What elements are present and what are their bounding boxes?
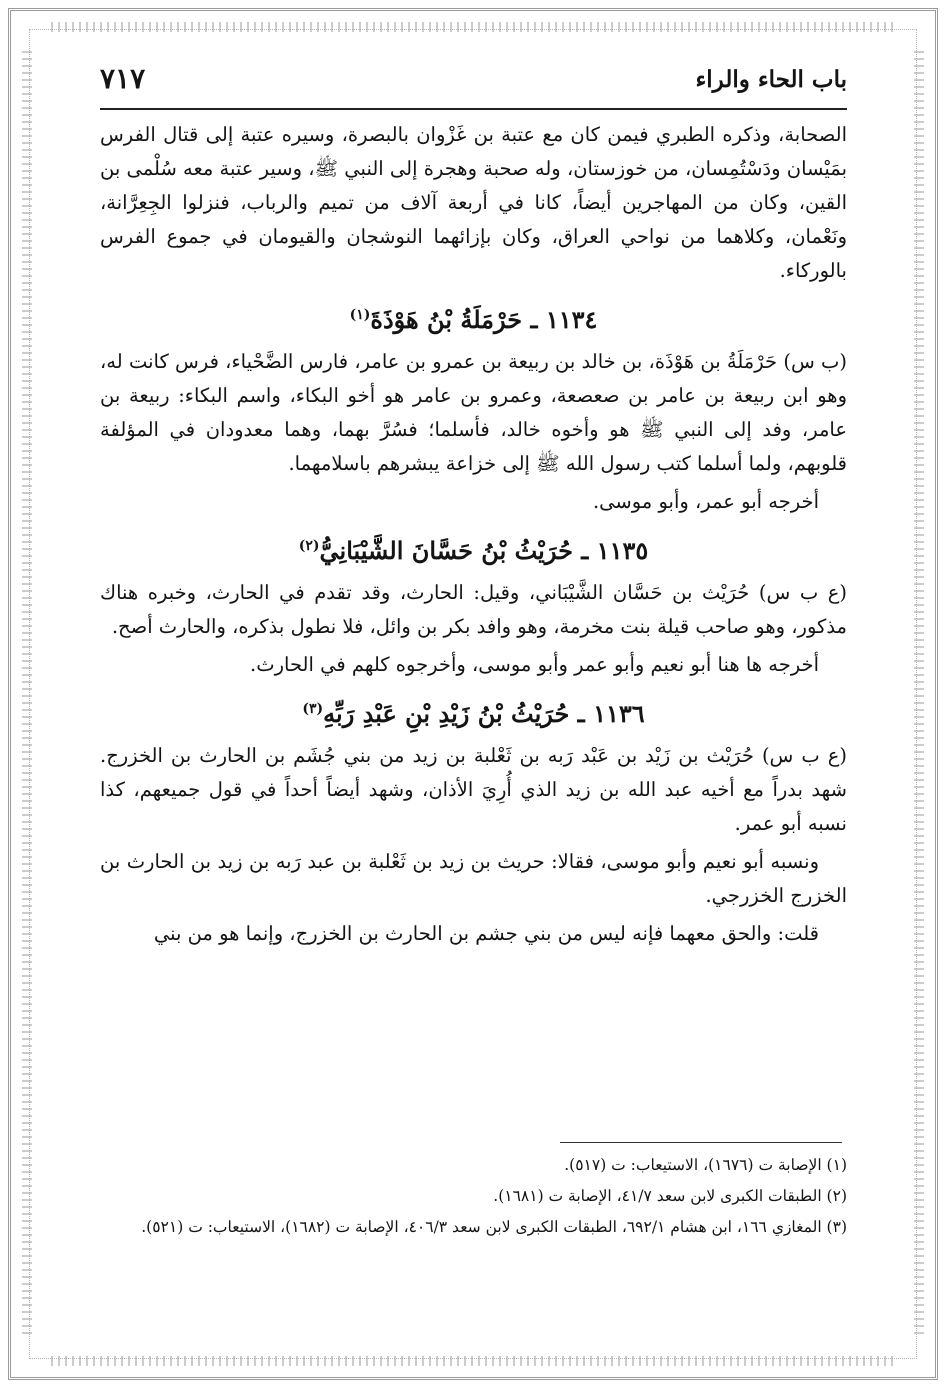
running-title: باب الحاء والراء <box>695 66 847 93</box>
footnote-divider <box>560 1142 842 1143</box>
ornament-right <box>914 51 924 1337</box>
page-number: ٧١٧ <box>100 62 146 95</box>
entry-1136-paragraph-2: ونسبه أبو نعيم وأبو موسى، فقالا: حريث بن زيد بن ثَعْلبة بن عبد رَبه بن زيد بن الحارث بن الخزرج الخزرجي. <box>100 850 847 907</box>
entry-1135-paragraph-2: أخرجه ها هنا أبو نعيم وأبو عمر وأبو موسى، وأخرجوه كلهم في الحارث. <box>250 653 819 676</box>
entry-1134-paragraph-1: (ب س) حَرْمَلَةُ بن هَوْذَة، بن خالد بن ربيعة بن عمرو بن عامر، فارس الضَّحْياء، فرس كانت له، وهو ابن ربيعة بن عامر بن صعصعة، وعمرو بن عامر هو أخو البكاء، واسم البكاء: ربيعة بن عامر، وفد إلى النبي ﷺ هو وأخوه خالد، فأسلما؛ فسُرَّ بهما، وهما معدودان في المؤلفة قلوبهم، ولما أسلما كتب رسول الله ﷺ إلى خزاعة يبشرهم باسلامهما. <box>100 350 847 475</box>
ornament-top <box>51 22 895 32</box>
entry-title: ١١٣٦ ـ حُرَيْثُ بْنُ زَيْدِ بْنِ عَبْدِ رَبِّهِ <box>323 699 645 728</box>
footnote-mark: (٢) <box>298 538 320 554</box>
footnote-1: (١) الإصابة ت (١٦٧٦)، الاستيعاب: ت (٥١٧). <box>564 1156 847 1174</box>
ornament-left <box>22 51 32 1337</box>
intro-paragraph: الصحابة، وذكره الطبري فيمن كان مع عتبة بن غَزْوان بالبصرة، وسيره عتبة إلى قتال الفرس بمَيْسان ودَسْتُمِسان، من خوزستان، وله صحبة وهجرة إلى النبي ﷺ، وسير عتبة معه سُلْمى بن القين، وكان من المهاجرين أيضاً، كانا في أربعة آلاف من تميم والرباب، فنزلوا الجِعِرَّانة، ونَعْمان، وكلاهما من نواحي العراق، وكان بإزائهما النوشجان والقيومان في جموع الفرس بالوركاء. <box>100 123 847 282</box>
ornament-bottom <box>51 1356 895 1366</box>
page-header <box>100 58 847 110</box>
entry-heading-1134 <box>100 298 847 337</box>
entry-title: ١١٣٥ ـ حُرَيْثُ بْنُ حَسَّانَ الشَّيْبَانِيُّ <box>319 536 649 565</box>
entry-1136-paragraph-1: (ع ب س) حُرَيْث بن زَيْد بن عَبْد رَبه بن ثَعْلبة بن زيد من بني جُشَم بن الحارث بن الخزرج. شهد بدراً مع أخيه عبد الله بن زيد الذي أُرِيَ الأذان، وشهد أيضاً أحداً في قول جميعهم، كذا نسبه أبو عمر. <box>100 744 847 835</box>
entry-1135-paragraph-1: (ع ب س) حُرَيْث بن حَسَّان الشَّيْبَاني، وقيل: الحارث، وقد تقدم في الحارث، وخبره هناك مذكور، وهو صاحب قيلة بنت مخرمة، وهو وافد بكر بن وائل، فلا نطول بذكره، والحارث أصح. <box>100 581 847 638</box>
footnote-2: (٢) الطبقات الكبرى لابن سعد ٤١/٧، الإصابة ت (١٦٨١). <box>493 1187 847 1205</box>
entry-1136-paragraph-3: قلت: والحق معهما فإنه ليس من بني جشم بن الحارث بن الخزرج، وإنما هو من بني <box>153 922 819 945</box>
entry-1134-paragraph-2: أخرجه أبو عمر، وأبو موسى. <box>592 490 819 513</box>
footnotes <box>100 1152 847 1245</box>
footnote-mark: (٣) <box>302 701 324 717</box>
footnote-mark: (١) <box>349 307 371 323</box>
entry-heading-1136 <box>100 692 847 731</box>
entry-title: ١١٣٤ ـ حَرْمَلَةُ بْنُ هَوْذَةَ <box>370 305 598 334</box>
main-text <box>100 118 847 955</box>
footnote-3: (٣) المغازي ١٦٦، ابن هشام ٦٩٢/١، الطبقات الكبرى لابن سعد ٤٠٦/٣، الإصابة ت (١٦٨٢)، الاستيعاب: ت (٥٢١). <box>141 1218 847 1236</box>
entry-heading-1135 <box>100 529 847 568</box>
